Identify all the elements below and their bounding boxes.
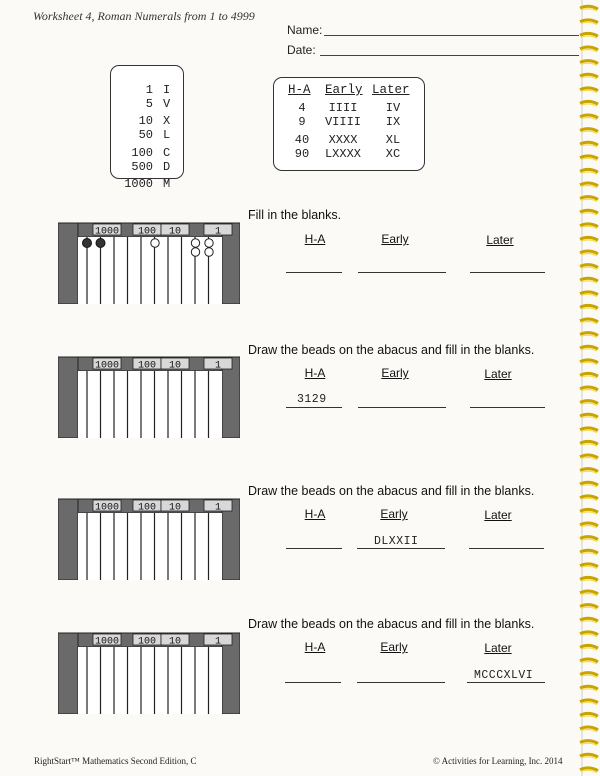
spiral-coil-highlight (581, 648, 597, 650)
problem-2-later-blank[interactable] (470, 407, 545, 408)
spiral-coil-highlight (581, 335, 597, 337)
spiral-coil-highlight (581, 9, 597, 11)
bead (151, 239, 159, 247)
abacus-place-label: 1 (214, 502, 222, 514)
abacus-place-label: 10 (168, 502, 182, 514)
spiral-coil-highlight (581, 743, 597, 745)
spiral-coil-highlight (581, 512, 597, 514)
problem-3-early-blank[interactable] (357, 548, 445, 549)
spiral-coil-highlight (581, 485, 597, 487)
spiral-coil-highlight (581, 240, 597, 242)
problem-2-header-later: Later (484, 367, 512, 381)
spiral-coil-highlight (581, 594, 597, 596)
problem-4-later-blank[interactable] (467, 682, 545, 683)
ref-cell: 4 (298, 101, 306, 115)
spiral-coil-highlight (581, 498, 597, 500)
ref-header-early: Early (325, 83, 363, 97)
abacus-left-side (58, 357, 78, 438)
problem-4-later-answer: MCCCXLVI (474, 669, 534, 682)
ref-cell: IV (385, 101, 401, 115)
ref-cell: 90 (294, 147, 310, 161)
spiral-coil-highlight (581, 566, 597, 568)
date-label: Date: (287, 43, 316, 57)
abacus-place-label: 100 (137, 502, 157, 514)
problem-2-ha-blank[interactable] (286, 407, 342, 408)
spiral-coil-highlight (581, 104, 597, 106)
spiral-coil-highlight (581, 145, 597, 147)
spiral-coil-highlight (581, 458, 597, 460)
spiral-coil-highlight (581, 267, 597, 269)
problem-3-ha-blank[interactable] (286, 548, 342, 549)
problem-1-header-early: Early (381, 232, 409, 246)
ref-cell: IX (385, 115, 401, 129)
problem-1-header-ha: H-A (304, 232, 326, 246)
spiral-coil-highlight (581, 118, 597, 120)
ref-row-10: 10 X (138, 114, 171, 128)
spiral-coil-highlight (581, 621, 597, 623)
bead (191, 239, 199, 247)
ref-cell: LXXXX (324, 147, 361, 161)
spiral-coil-highlight (581, 553, 597, 555)
ref-cell: VIIII (324, 115, 361, 129)
ref-cell: XC (385, 147, 401, 161)
footer-copyright: © Activities for Learning, Inc. 2014 (433, 756, 563, 766)
spiral-coil-highlight (581, 607, 597, 609)
spiral-coil-highlight (581, 376, 597, 378)
problem-3-early-answer: DLXXII (374, 535, 419, 548)
spiral-coil-highlight (581, 22, 597, 24)
problem-4-header-later: Later (484, 641, 512, 655)
spiral-coil-highlight (581, 730, 597, 732)
abacus-interior (78, 371, 222, 438)
spiral-coil-highlight (581, 362, 597, 364)
ref-cell: XXXX (328, 133, 358, 147)
ref-cell: IIII (328, 101, 358, 115)
spiral-binding (578, 0, 600, 776)
spiral-coil-highlight (581, 199, 597, 201)
spiral-coil-highlight (581, 186, 597, 188)
spiral-coil-highlight (581, 90, 597, 92)
spiral-coil-highlight (581, 281, 597, 283)
abacus-left-side (58, 499, 78, 580)
problem-2-ha-answer: 3129 (297, 393, 327, 406)
abacus-place-label: 1 (214, 360, 222, 372)
abacus-place-label: 1 (214, 226, 222, 238)
problem-3-header-ha: H-A (304, 507, 326, 521)
name-label: Name: (287, 23, 323, 37)
ref-row-500: 500 D (131, 160, 171, 174)
spiral-coil-highlight (581, 322, 597, 324)
problem-2-header-ha: H-A (304, 366, 326, 380)
spiral-coil-highlight (581, 158, 597, 160)
spiral-coil-highlight (581, 349, 597, 351)
abacus-place-label: 100 (137, 226, 157, 238)
problem-3-header-later: Later (484, 508, 512, 522)
abacus-interior (78, 513, 222, 580)
spiral-coil-highlight (581, 675, 597, 677)
ref-row-1: 1 I (145, 83, 171, 97)
spiral-coil-highlight (581, 634, 597, 636)
spiral-coil-highlight (581, 213, 597, 215)
abacus-3[interactable] (58, 496, 240, 580)
problem-4-header-ha: H-A (304, 640, 326, 654)
problem-1-early-blank[interactable] (358, 272, 446, 273)
bead (205, 239, 213, 247)
spiral-coil-highlight (581, 294, 597, 296)
spiral-coil-highlight (581, 50, 597, 52)
abacus-2[interactable] (58, 354, 240, 438)
abacus-place-label: 1 (214, 636, 222, 648)
spiral-coil-highlight (581, 254, 597, 256)
abacus-place-label: 10 (168, 360, 182, 372)
abacus-4[interactable] (58, 630, 240, 714)
problem-4-instruction: Draw the beads on the abacus and fill in the blanks. (248, 617, 535, 631)
problem-4-header-early: Early (380, 640, 408, 654)
spiral-coil-highlight (581, 403, 597, 405)
problem-4-early-blank[interactable] (357, 682, 445, 683)
problem-4-ha-blank[interactable] (285, 682, 341, 683)
problem-3-header-early: Early (380, 507, 408, 521)
spiral-coil-highlight (581, 702, 597, 704)
spiral-coil-highlight (581, 444, 597, 446)
ref-row-1000: 1000 M (124, 177, 171, 191)
abacus-place-label: 10 (168, 636, 182, 648)
spiral-coil-highlight (581, 308, 597, 310)
abacus-place-label: 10 (168, 226, 182, 238)
ref-row-5: 5 V (145, 97, 171, 111)
spiral-coil-highlight (581, 36, 597, 38)
spiral-coil-highlight (581, 131, 597, 133)
spiral-coil-highlight (581, 172, 597, 174)
problem-1-instruction: Fill in the blanks. (248, 208, 342, 222)
problem-3-later-blank[interactable] (469, 548, 544, 549)
subtraction-reference-box (273, 77, 425, 171)
spiral-coil-highlight (581, 716, 597, 718)
name-field[interactable] (324, 35, 579, 36)
ref-header-ha: H-A (288, 83, 311, 97)
spiral-coil-highlight (581, 77, 597, 79)
ref-cell: XL (385, 133, 401, 147)
abacus-left-side (58, 633, 78, 714)
abacus-1[interactable] (58, 220, 240, 304)
date-field[interactable] (320, 55, 579, 56)
abacus-place-label: 100 (137, 636, 157, 648)
abacus-place-label: 100 (137, 360, 157, 372)
ref-cell: 40 (294, 133, 310, 147)
spiral-coil-highlight (581, 430, 597, 432)
abacus-interior (78, 647, 222, 714)
spiral-coil-highlight (581, 539, 597, 541)
abacus-place-label: 1000 (94, 636, 120, 648)
ref-row-100: 100 C (131, 146, 171, 160)
spiral-coil-highlight (581, 226, 597, 228)
abacus-place-label: 1000 (94, 360, 120, 372)
spiral-coil-highlight (581, 390, 597, 392)
bead (191, 248, 199, 256)
values-reference-box (110, 65, 184, 191)
spiral-coil-highlight (581, 471, 597, 473)
abacus-place-label: 1000 (94, 226, 120, 238)
footer-publisher: RightStart™ Mathematics Second Edition, C (34, 756, 197, 766)
spiral-coil-highlight (581, 662, 597, 664)
abacus-left-side (58, 223, 78, 304)
ref-header-later: Later (372, 83, 410, 97)
ref-row-50: 50 L (138, 128, 171, 142)
ref-cell: 9 (298, 115, 306, 129)
problem-2-instruction: Draw the beads on the abacus and fill in the blanks. (248, 343, 535, 357)
problem-2-header-early: Early (381, 366, 409, 380)
bead (83, 239, 92, 248)
bead (205, 248, 213, 256)
problem-1-header-later: Later (486, 233, 514, 247)
spiral-coil-highlight (581, 770, 597, 772)
abacus-place-label: 1000 (94, 502, 120, 514)
spiral-coil-highlight (581, 526, 597, 528)
spiral-coil-highlight (581, 417, 597, 419)
problem-2-early-blank[interactable] (358, 407, 446, 408)
bead (96, 239, 105, 248)
spiral-coil-highlight (581, 63, 597, 65)
spiral-coil-highlight (581, 757, 597, 759)
problem-1-later-blank[interactable] (470, 272, 545, 273)
spiral-coil-highlight (581, 580, 597, 582)
problem-3-instruction: Draw the beads on the abacus and fill in the blanks. (248, 484, 535, 498)
spiral-coil-highlight (581, 689, 597, 691)
worksheet-title: Worksheet 4, Roman Numerals from 1 to 4999 (33, 9, 255, 23)
problem-1-ha-blank[interactable] (286, 272, 342, 273)
